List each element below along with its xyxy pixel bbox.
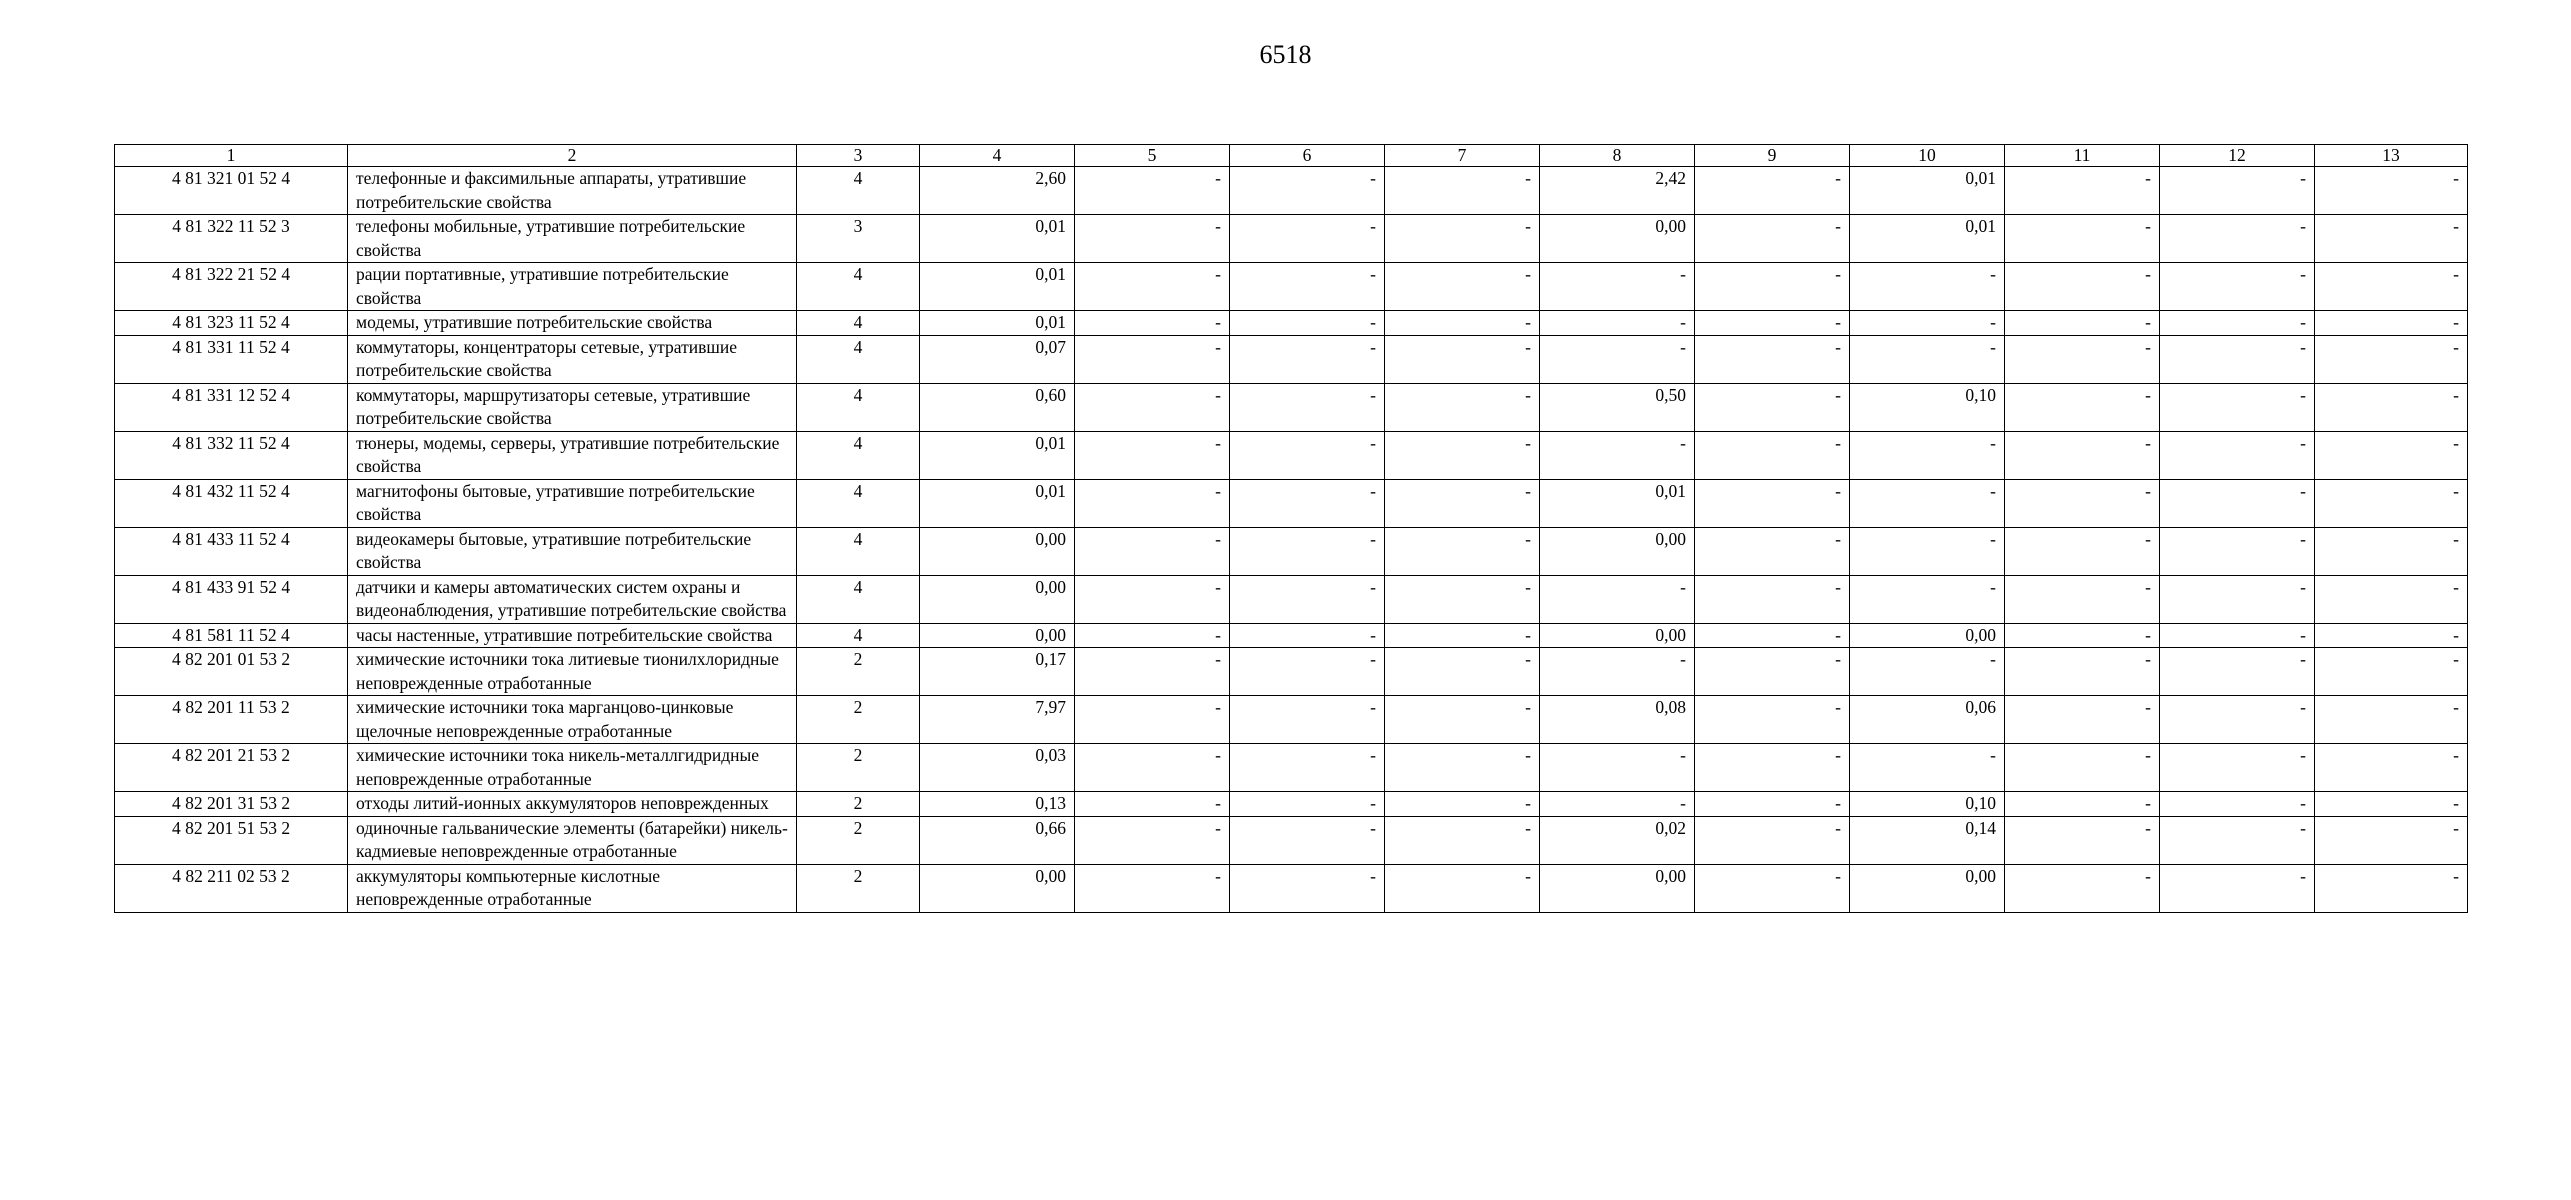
- col-8-cell: 0,08: [1540, 696, 1695, 744]
- waste-code-cell: 4 81 322 21 52 4: [115, 263, 348, 311]
- col-4-cell: 0,13: [920, 792, 1075, 817]
- col-8-cell: 0,02: [1540, 816, 1695, 864]
- col-13-cell: -: [2315, 648, 2468, 696]
- col-8-cell: 0,00: [1540, 623, 1695, 648]
- col-10-cell: -: [1850, 479, 2005, 527]
- col-4-cell: 0,00: [920, 864, 1075, 912]
- col-12-cell: -: [2160, 744, 2315, 792]
- column-header-10: 10: [1850, 145, 2005, 167]
- hazard-class-cell: 4: [797, 575, 920, 623]
- col-4-cell: 0,07: [920, 335, 1075, 383]
- table-row: [115, 311, 2468, 336]
- col-9-cell: -: [1695, 167, 1850, 215]
- waste-code-cell: 4 81 581 11 52 4: [115, 623, 348, 648]
- col-7-cell: -: [1385, 816, 1540, 864]
- column-header-2: 2: [348, 145, 797, 167]
- col-10-cell: 0,10: [1850, 792, 2005, 817]
- col-11-cell: -: [2005, 527, 2160, 575]
- waste-name-cell: отходы литий-ионных аккумуляторов неповрежденных: [348, 792, 797, 817]
- col-6-cell: -: [1230, 623, 1385, 648]
- col-5-cell: -: [1075, 263, 1230, 311]
- col-12-cell: -: [2160, 215, 2315, 263]
- col-11-cell: -: [2005, 648, 2160, 696]
- col-11-cell: -: [2005, 816, 2160, 864]
- col-13-cell: -: [2315, 479, 2468, 527]
- col-9-cell: -: [1695, 696, 1850, 744]
- col-8-cell: 0,00: [1540, 527, 1695, 575]
- column-header-13: 13: [2315, 145, 2468, 167]
- col-4-cell: 0,00: [920, 575, 1075, 623]
- col-7-cell: -: [1385, 864, 1540, 912]
- col-6-cell: -: [1230, 696, 1385, 744]
- col-10-cell: -: [1850, 527, 2005, 575]
- col-7-cell: -: [1385, 792, 1540, 817]
- col-11-cell: -: [2005, 479, 2160, 527]
- col-6-cell: -: [1230, 311, 1385, 336]
- hazard-class-cell: 2: [797, 744, 920, 792]
- col-7-cell: -: [1385, 623, 1540, 648]
- col-9-cell: -: [1695, 431, 1850, 479]
- col-9-cell: -: [1695, 383, 1850, 431]
- col-11-cell: -: [2005, 792, 2160, 817]
- column-header-6: 6: [1230, 145, 1385, 167]
- col-5-cell: -: [1075, 864, 1230, 912]
- col-5-cell: -: [1075, 527, 1230, 575]
- col-5-cell: -: [1075, 816, 1230, 864]
- col-13-cell: -: [2315, 431, 2468, 479]
- waste-name-cell: химические источники тока литиевые тионилхлоридные неповрежденные отработанные: [348, 648, 797, 696]
- col-4-cell: 0,00: [920, 623, 1075, 648]
- table-row: [115, 575, 2468, 623]
- waste-code-cell: 4 82 211 02 53 2: [115, 864, 348, 912]
- page-number: 6518: [1259, 40, 1312, 69]
- col-9-cell: -: [1695, 864, 1850, 912]
- waste-name-cell: тюнеры, модемы, серверы, утратившие потребительские свойства: [348, 431, 797, 479]
- col-13-cell: -: [2315, 527, 2468, 575]
- waste-code-cell: 4 81 433 11 52 4: [115, 527, 348, 575]
- hazard-class-cell: 2: [797, 864, 920, 912]
- col-10-cell: 0,06: [1850, 696, 2005, 744]
- col-11-cell: -: [2005, 431, 2160, 479]
- col-10-cell: 0,10: [1850, 383, 2005, 431]
- col-7-cell: -: [1385, 263, 1540, 311]
- col-7-cell: -: [1385, 527, 1540, 575]
- col-4-cell: 0,17: [920, 648, 1075, 696]
- col-12-cell: -: [2160, 383, 2315, 431]
- col-7-cell: -: [1385, 575, 1540, 623]
- col-13-cell: -: [2315, 744, 2468, 792]
- col-7-cell: -: [1385, 335, 1540, 383]
- col-10-cell: 0,14: [1850, 816, 2005, 864]
- col-6-cell: -: [1230, 864, 1385, 912]
- col-6-cell: -: [1230, 383, 1385, 431]
- waste-code-cell: 4 81 432 11 52 4: [115, 479, 348, 527]
- col-11-cell: -: [2005, 575, 2160, 623]
- col-13-cell: -: [2315, 575, 2468, 623]
- col-13-cell: -: [2315, 792, 2468, 817]
- col-13-cell: -: [2315, 623, 2468, 648]
- col-9-cell: -: [1695, 479, 1850, 527]
- waste-code-cell: 4 82 201 31 53 2: [115, 792, 348, 817]
- hazard-class-cell: 2: [797, 696, 920, 744]
- table-row: [115, 215, 2468, 263]
- col-5-cell: -: [1075, 744, 1230, 792]
- col-5-cell: -: [1075, 335, 1230, 383]
- col-5-cell: -: [1075, 623, 1230, 648]
- hazard-class-cell: 4: [797, 311, 920, 336]
- table-row: [115, 335, 2468, 383]
- waste-code-cell: 4 81 332 11 52 4: [115, 431, 348, 479]
- col-12-cell: -: [2160, 648, 2315, 696]
- column-header-7: 7: [1385, 145, 1540, 167]
- col-5-cell: -: [1075, 167, 1230, 215]
- col-13-cell: -: [2315, 335, 2468, 383]
- col-6-cell: -: [1230, 263, 1385, 311]
- hazard-class-cell: 4: [797, 527, 920, 575]
- col-8-cell: 0,00: [1540, 215, 1695, 263]
- col-4-cell: 0,66: [920, 816, 1075, 864]
- col-6-cell: -: [1230, 575, 1385, 623]
- col-6-cell: -: [1230, 816, 1385, 864]
- col-12-cell: -: [2160, 816, 2315, 864]
- col-8-cell: -: [1540, 792, 1695, 817]
- table-body: [115, 167, 2468, 913]
- col-6-cell: -: [1230, 648, 1385, 696]
- col-6-cell: -: [1230, 215, 1385, 263]
- col-9-cell: -: [1695, 623, 1850, 648]
- column-header-11: 11: [2005, 145, 2160, 167]
- col-11-cell: -: [2005, 696, 2160, 744]
- col-12-cell: -: [2160, 864, 2315, 912]
- col-8-cell: 0,01: [1540, 479, 1695, 527]
- waste-name-cell: химические источники тока никель-металлгидридные неповрежденные отработанные: [348, 744, 797, 792]
- col-12-cell: -: [2160, 263, 2315, 311]
- table-row: [115, 648, 2468, 696]
- col-7-cell: -: [1385, 215, 1540, 263]
- col-11-cell: -: [2005, 215, 2160, 263]
- waste-name-cell: модемы, утратившие потребительские свойства: [348, 311, 797, 336]
- hazard-class-cell: 4: [797, 623, 920, 648]
- table-row: [115, 479, 2468, 527]
- col-13-cell: -: [2315, 696, 2468, 744]
- col-12-cell: -: [2160, 335, 2315, 383]
- col-9-cell: -: [1695, 575, 1850, 623]
- col-9-cell: -: [1695, 744, 1850, 792]
- hazard-class-cell: 4: [797, 383, 920, 431]
- col-4-cell: 0,00: [920, 527, 1075, 575]
- hazard-class-cell: 4: [797, 335, 920, 383]
- col-8-cell: -: [1540, 263, 1695, 311]
- col-11-cell: -: [2005, 864, 2160, 912]
- col-4-cell: 2,60: [920, 167, 1075, 215]
- waste-code-cell: 4 82 201 11 53 2: [115, 696, 348, 744]
- col-6-cell: -: [1230, 167, 1385, 215]
- col-6-cell: -: [1230, 527, 1385, 575]
- col-11-cell: -: [2005, 167, 2160, 215]
- column-header-3: 3: [797, 145, 920, 167]
- waste-name-cell: коммутаторы, маршрутизаторы сетевые, утратившие потребительские свойства: [348, 383, 797, 431]
- hazard-class-cell: 2: [797, 648, 920, 696]
- waste-name-cell: видеокамеры бытовые, утратившие потребительские свойства: [348, 527, 797, 575]
- col-9-cell: -: [1695, 792, 1850, 817]
- column-header-4: 4: [920, 145, 1075, 167]
- col-9-cell: -: [1695, 215, 1850, 263]
- col-8-cell: -: [1540, 744, 1695, 792]
- col-7-cell: -: [1385, 479, 1540, 527]
- hazard-class-cell: 4: [797, 431, 920, 479]
- waste-code-cell: 4 81 323 11 52 4: [115, 311, 348, 336]
- col-4-cell: 0,01: [920, 311, 1075, 336]
- col-10-cell: 0,00: [1850, 623, 2005, 648]
- table-row: [115, 696, 2468, 744]
- col-13-cell: -: [2315, 311, 2468, 336]
- col-5-cell: -: [1075, 383, 1230, 431]
- col-10-cell: 0,00: [1850, 864, 2005, 912]
- col-11-cell: -: [2005, 335, 2160, 383]
- waste-code-cell: 4 82 201 51 53 2: [115, 816, 348, 864]
- col-6-cell: -: [1230, 479, 1385, 527]
- col-8-cell: -: [1540, 335, 1695, 383]
- hazard-class-cell: 4: [797, 263, 920, 311]
- table-row: [115, 263, 2468, 311]
- col-9-cell: -: [1695, 263, 1850, 311]
- table-row: [115, 527, 2468, 575]
- waste-name-cell: одиночные гальванические элементы (батарейки) никель-кадмиевые неповрежденные отработанные: [348, 816, 797, 864]
- hazard-class-cell: 2: [797, 816, 920, 864]
- col-5-cell: -: [1075, 696, 1230, 744]
- col-5-cell: -: [1075, 479, 1230, 527]
- col-12-cell: -: [2160, 479, 2315, 527]
- col-12-cell: -: [2160, 696, 2315, 744]
- waste-name-cell: телефонные и факсимильные аппараты, утратившие потребительские свойства: [348, 167, 797, 215]
- col-7-cell: -: [1385, 744, 1540, 792]
- waste-code-cell: 4 81 331 12 52 4: [115, 383, 348, 431]
- col-4-cell: 0,60: [920, 383, 1075, 431]
- table-row: [115, 744, 2468, 792]
- col-7-cell: -: [1385, 696, 1540, 744]
- col-4-cell: 0,01: [920, 431, 1075, 479]
- waste-name-cell: телефоны мобильные, утратившие потребительские свойства: [348, 215, 797, 263]
- col-9-cell: -: [1695, 335, 1850, 383]
- col-4-cell: 0,03: [920, 744, 1075, 792]
- col-7-cell: -: [1385, 383, 1540, 431]
- col-7-cell: -: [1385, 311, 1540, 336]
- col-10-cell: -: [1850, 744, 2005, 792]
- col-10-cell: -: [1850, 575, 2005, 623]
- col-12-cell: -: [2160, 167, 2315, 215]
- col-8-cell: -: [1540, 431, 1695, 479]
- col-4-cell: 7,97: [920, 696, 1075, 744]
- table-row: [115, 623, 2468, 648]
- col-12-cell: -: [2160, 431, 2315, 479]
- col-4-cell: 0,01: [920, 263, 1075, 311]
- col-12-cell: -: [2160, 527, 2315, 575]
- col-8-cell: -: [1540, 648, 1695, 696]
- col-13-cell: -: [2315, 263, 2468, 311]
- col-13-cell: -: [2315, 215, 2468, 263]
- table-header-row: [115, 145, 2468, 167]
- col-9-cell: -: [1695, 527, 1850, 575]
- col-6-cell: -: [1230, 335, 1385, 383]
- col-8-cell: -: [1540, 311, 1695, 336]
- col-5-cell: -: [1075, 431, 1230, 479]
- hazard-class-cell: 3: [797, 215, 920, 263]
- col-12-cell: -: [2160, 575, 2315, 623]
- waste-code-cell: 4 81 433 91 52 4: [115, 575, 348, 623]
- col-13-cell: -: [2315, 167, 2468, 215]
- col-5-cell: -: [1075, 215, 1230, 263]
- col-13-cell: -: [2315, 383, 2468, 431]
- table-row: [115, 167, 2468, 215]
- col-4-cell: 0,01: [920, 215, 1075, 263]
- col-7-cell: -: [1385, 167, 1540, 215]
- hazard-class-cell: 4: [797, 167, 920, 215]
- col-11-cell: -: [2005, 623, 2160, 648]
- waste-name-cell: часы настенные, утратившие потребительские свойства: [348, 623, 797, 648]
- col-10-cell: -: [1850, 648, 2005, 696]
- col-5-cell: -: [1075, 311, 1230, 336]
- column-header-8: 8: [1540, 145, 1695, 167]
- col-5-cell: -: [1075, 575, 1230, 623]
- col-10-cell: -: [1850, 263, 2005, 311]
- col-13-cell: -: [2315, 816, 2468, 864]
- table-row: [115, 383, 2468, 431]
- col-6-cell: -: [1230, 431, 1385, 479]
- hazard-class-cell: 2: [797, 792, 920, 817]
- col-12-cell: -: [2160, 792, 2315, 817]
- col-9-cell: -: [1695, 816, 1850, 864]
- col-7-cell: -: [1385, 648, 1540, 696]
- column-header-9: 9: [1695, 145, 1850, 167]
- col-10-cell: 0,01: [1850, 215, 2005, 263]
- col-6-cell: -: [1230, 792, 1385, 817]
- col-11-cell: -: [2005, 311, 2160, 336]
- column-header-12: 12: [2160, 145, 2315, 167]
- col-10-cell: -: [1850, 335, 2005, 383]
- waste-name-cell: магнитофоны бытовые, утратившие потребительские свойства: [348, 479, 797, 527]
- col-8-cell: 0,00: [1540, 864, 1695, 912]
- column-header-5: 5: [1075, 145, 1230, 167]
- col-11-cell: -: [2005, 744, 2160, 792]
- col-11-cell: -: [2005, 383, 2160, 431]
- waste-name-cell: рации портативные, утратившие потребительские свойства: [348, 263, 797, 311]
- col-6-cell: -: [1230, 744, 1385, 792]
- col-12-cell: -: [2160, 311, 2315, 336]
- col-4-cell: 0,01: [920, 479, 1075, 527]
- col-10-cell: 0,01: [1850, 167, 2005, 215]
- waste-name-cell: химические источники тока марганцово-цинковые щелочные неповрежденные отработанные: [348, 696, 797, 744]
- col-13-cell: -: [2315, 864, 2468, 912]
- col-11-cell: -: [2005, 263, 2160, 311]
- waste-name-cell: датчики и камеры автоматических систем охраны и видеонаблюдения, утратившие потребительские свойства: [348, 575, 797, 623]
- table-row: [115, 792, 2468, 817]
- waste-code-cell: 4 81 331 11 52 4: [115, 335, 348, 383]
- col-9-cell: -: [1695, 648, 1850, 696]
- col-10-cell: -: [1850, 311, 2005, 336]
- col-8-cell: 0,50: [1540, 383, 1695, 431]
- waste-data-table: [114, 144, 2468, 913]
- col-8-cell: 2,42: [1540, 167, 1695, 215]
- waste-code-cell: 4 81 321 01 52 4: [115, 167, 348, 215]
- waste-code-cell: 4 82 201 01 53 2: [115, 648, 348, 696]
- waste-name-cell: коммутаторы, концентраторы сетевые, утратившие потребительские свойства: [348, 335, 797, 383]
- table-row: [115, 431, 2468, 479]
- table-row: [115, 816, 2468, 864]
- column-header-1: 1: [115, 145, 348, 167]
- col-5-cell: -: [1075, 792, 1230, 817]
- col-9-cell: -: [1695, 311, 1850, 336]
- col-8-cell: -: [1540, 575, 1695, 623]
- col-12-cell: -: [2160, 623, 2315, 648]
- table-row: [115, 864, 2468, 912]
- col-10-cell: -: [1850, 431, 2005, 479]
- col-7-cell: -: [1385, 431, 1540, 479]
- waste-code-cell: 4 81 322 11 52 3: [115, 215, 348, 263]
- waste-name-cell: аккумуляторы компьютерные кислотные неповрежденные отработанные: [348, 864, 797, 912]
- waste-code-cell: 4 82 201 21 53 2: [115, 744, 348, 792]
- col-5-cell: -: [1075, 648, 1230, 696]
- hazard-class-cell: 4: [797, 479, 920, 527]
